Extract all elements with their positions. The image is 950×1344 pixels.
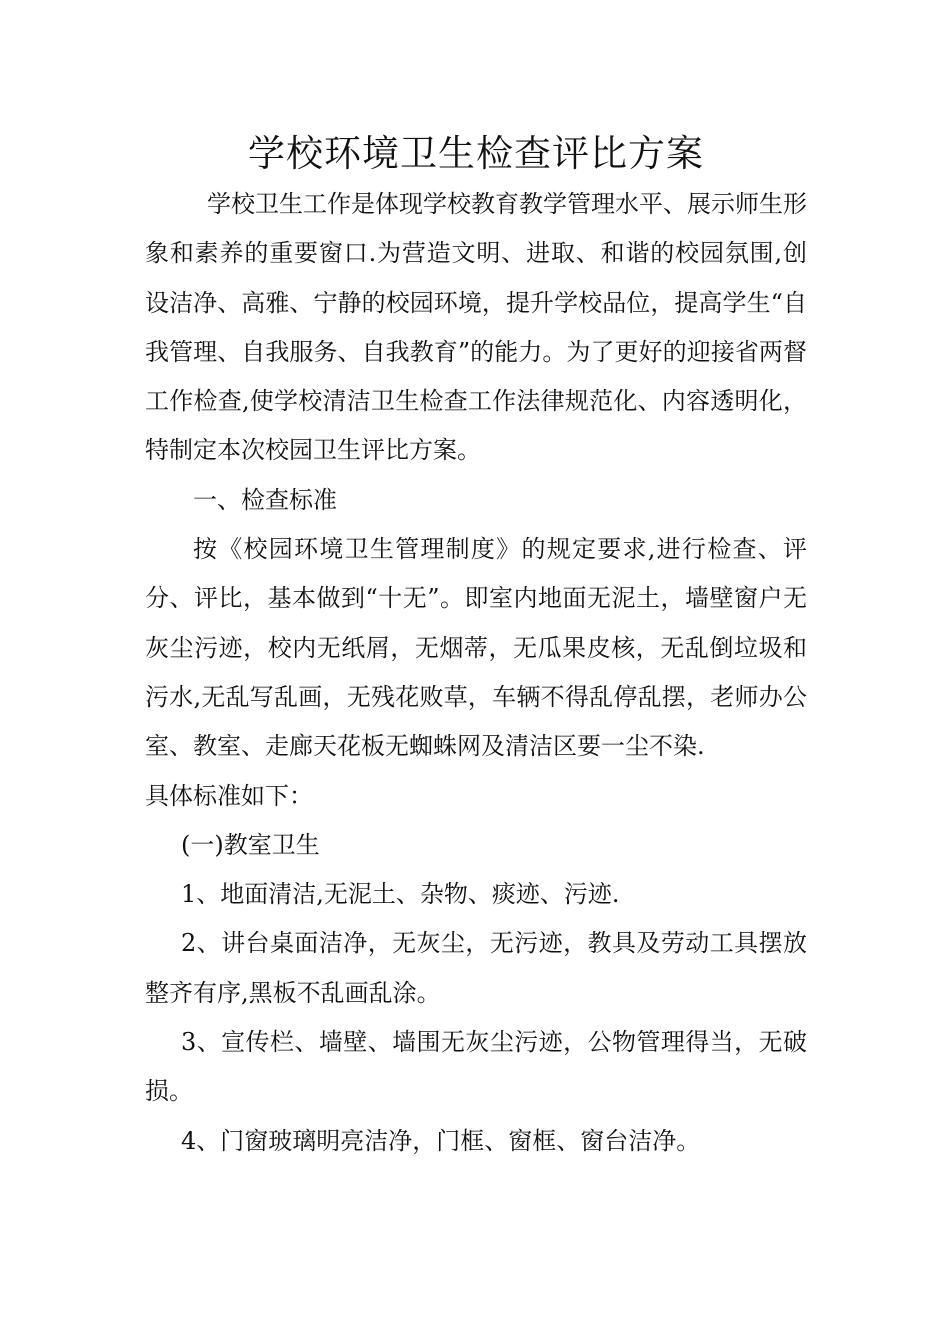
list-item: 1、地面清洁,无泥土、杂物、痰迹、污迹.	[181, 880, 620, 909]
document-page	[145, 128, 807, 1166]
list-item: 2、讲台桌面洁净，无灰尘，无污迹，教具及劳动工具摆放整齐有序,黑板不乱画乱涂。	[145, 929, 807, 1007]
intro-paragraph: 学校卫生工作是体现学校教育教学管理水平、展示师生形象和素养的重要窗口.为营造文明、进取、和谐的校园氛围,创设洁净、高雅、宁静的校园环境，提升学校品位，提高学生“自我管理、自我服务、自我教育”的能力。为了更好的迎接省两督工作检查,使学校清洁卫生检查工作法律规范化、内容透明化，特制定本次校园卫生评比方案。	[145, 190, 807, 465]
standards-intro: 具体标准如下：	[145, 781, 313, 810]
section-heading-standards: 一、检查标准	[193, 485, 337, 514]
subsection-heading-classroom: (一)教室卫生	[181, 830, 320, 859]
list-item: 3、宣传栏、墙壁、墙围无灰尘污迹，公物管理得当，无破损。	[145, 1028, 807, 1106]
list-item: 4、门窗玻璃明亮洁净，门框、窗框、窗台洁净。	[181, 1126, 701, 1155]
document-title: 学校环境卫生检查评比方案	[248, 132, 704, 175]
standards-paragraph: 按《校园环境卫生管理制度》的规定要求,进行检查、评分、评比，基本做到“十无”。即室内地面无泥土，墙壁窗户无灰尘污迹，校内无纸屑，无烟蒂，无瓜果皮核，无乱倒垃圾和污水,无乱写乱画，无残花败草，车辆不得乱停乱摆，老师办公室、教室、走廊天花板无蜘蛛网及清洁区要一尘不染.	[145, 535, 807, 761]
